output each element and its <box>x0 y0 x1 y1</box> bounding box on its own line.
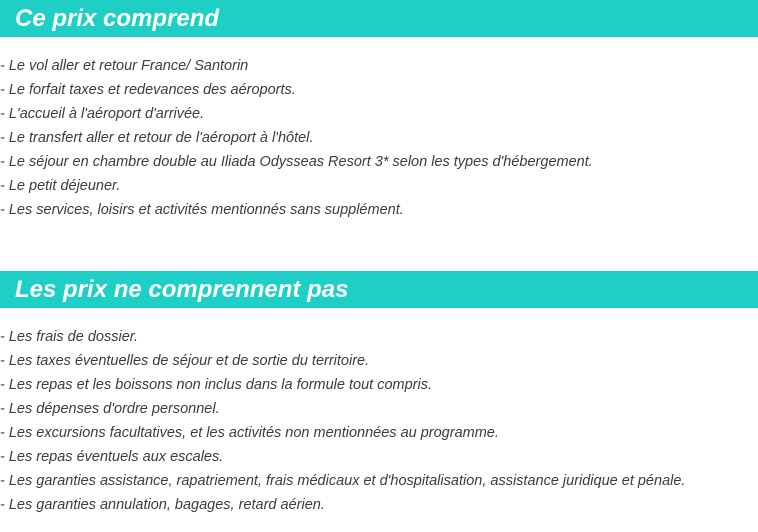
list-item: - Les repas éventuels aux escales. <box>0 449 224 465</box>
list-item: - Le vol aller et retour France/ Santorin <box>0 58 249 74</box>
list-item: - Les garanties assistance, rapatriement, frais médicaux et d'hospitalisation, assistance juridique et pénale. <box>0 473 686 489</box>
list-item: - Les services, loisirs et activités mentionnés sans supplément. <box>0 202 404 218</box>
list-item: - Les repas et les boissons non inclus dans la formule tout compris. <box>0 377 432 393</box>
list-item: - Les excursions facultatives, et les activités non mentionnées au programme. <box>0 425 499 441</box>
list-item: - Le transfert aller et retour de l'aéroport à l'hôtel. <box>0 130 314 146</box>
list-item: - L'accueil à l'aéroport d'arrivée. <box>0 106 205 122</box>
list-item: - Le petit déjeuner. <box>0 178 121 194</box>
list-item: - Le séjour en chambre double au Iliada Odysseas Resort 3* selon les types d'hébergement. <box>0 154 593 170</box>
list-item: - Les garanties annulation, bagages, retard aérien. <box>0 497 325 513</box>
list-item: - Les frais de dossier. <box>0 329 139 345</box>
list-item: - Les taxes éventuelles de séjour et de sortie du territoire. <box>0 353 370 369</box>
excluded-section-header: Les prix ne comprennent pas <box>0 271 758 308</box>
list-item: - Le forfait taxes et redevances des aéroports. <box>0 82 296 98</box>
excluded-list <box>0 325 758 517</box>
included-list <box>0 54 758 222</box>
included-section-header: Ce prix comprend <box>0 0 758 37</box>
list-item: - Les dépenses d'ordre personnel. <box>0 401 220 417</box>
